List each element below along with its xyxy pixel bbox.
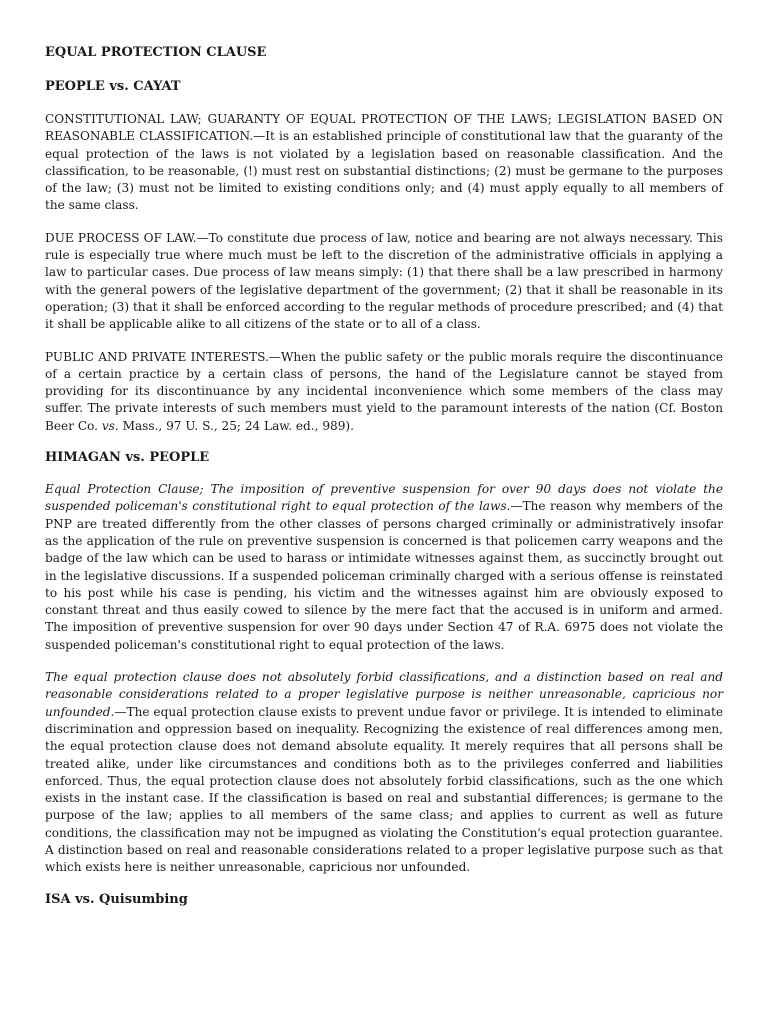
document-page (45, 44, 723, 909)
case-title-isa-vs-quisumbing: ISA vs. Quisumbing (45, 891, 188, 907)
paragraph-lead-italic: The equal protection clause does not absolutely forbid classifications, and a distinction based on real and reasonable considerations related to a proper legislative purpose is neither unreasonable, capricious nor unfounded. (45, 670, 723, 719)
paragraph-body: —When the public safety or the public morals require the discontinuance of a certain practice by a certain class of persons, the hand of the Legislature cannot be stayed from providing for its discontinuance by any incidental inconvenience which some members of the class may suffer. The private interests of such members must yield to the paramount interests of the nation (Cf. Boston Beer Co. (45, 349, 724, 433)
paragraph-equal-protection-classifications (45, 669, 723, 877)
paragraph-lead-italic: Equal Protection Clause; The imposition of preventive suspension for over 90 days does not violate the suspended policeman's constitutional right to equal protection of the laws. (45, 482, 723, 514)
case-title-people-vs-cayat: PEOPLE vs. CAYAT (45, 79, 181, 94)
paragraph-equal-protection-classification (45, 111, 723, 215)
paragraph-preventive-suspension (45, 481, 723, 654)
paragraph-due-process (45, 230, 723, 334)
paragraph-body: —The equal protection clause exists to prevent undue favor or privilege. It is intended to eliminate discrimination and oppression based on inequality. Recognizing the existence of real differences among men, the equal protection clause does not demand absolute equality. It merely requires that all persons shall be treated alike, under like circumstances and conditions both as to the privileges conferred and liabilities enforced. Thus, the equal protection clause does not absolutely forbid classifications, such as the one which exists in the instant case. If the classification is based on real and substantial differences; is germane to the purpose of the law; applies to all members of the same class; and applies to current as well as future conditions, the classification may not be impugned as violating the Constitution's equal protection guarantee. A distinction based on real and reasonable considerations related to a proper legislative purpose such as that which exists here is neither unreasonable, capricious nor unfounded. (45, 704, 723, 875)
paragraph-body-end: Mass., 97 U. S., 25; 24 Law. ed., 989). (118, 418, 354, 433)
citation-italic: vs. (101, 418, 119, 433)
paragraph-lead: PUBLIC AND PRIVATE INTERESTS. (45, 349, 269, 364)
paragraph-body: —The reason why members of the PNP are treated differently from the other classes of persons charged criminally or administratively insofar as the application of the rule on preventive suspension is concerned is that policemen carry weapons and the badge of the law which can be used to harass or intimidate witnesses against them, as succinctly brought out in the legislative discussions. If a suspended policeman criminally charged with a serious offense is reinstated to his post while his case is pending, his victim and the witnesses against him are obviously exposed to constant threat and thus easily cowed to silence by the mere fact that the accused is in uniform and armed. The imposition of preventive suspension for over 90 days under Section 47 of R.A. 6975 does not violate the suspended policeman's constitutional right to equal protection of the laws. (45, 499, 723, 652)
paragraph-body: —To constitute due process of law, notice and bearing are not always necessary. This rule is especially true where much must be left to the discretion of the administrative officials in applying a law to particular cases. Due process of law means simply: (1) that there shall be a law prescribed in harmony with the general powers of the legislative department of the government; (2) that it shall be reasonable in its operation; (3) that it shall be enforced according to the regular methods of procedure prescribed; and (4) that it shall be applicable alike to all citizens of the state or to all of a class. (45, 230, 723, 332)
paragraph-body: —It is an established principle of constitutional law that the guaranty of the equal protection of the laws is not violated by a legislation based on reasonable classification. And the classification, to be reasonable, (!) must rest on substantial distinctions; (2) must be germane to the purposes of the law; (3) must not be limited to existing conditions only; and (4) must apply equally to all members of the same class. (45, 129, 723, 213)
paragraph-lead: CONSTITUTIONAL LAW; GUARANTY OF EQUAL PROTECTION OF THE LAWS; LEGISLATION BASED ON REASONABLE CLASSIFICATION. (45, 112, 723, 144)
case-title-himagan-vs-people: HIMAGAN vs. PEOPLE (45, 450, 210, 466)
paragraph-lead: DUE PROCESS OF LAW. (45, 230, 197, 245)
document-title: EQUAL PROTECTION CLAUSE (45, 45, 267, 60)
paragraph-public-private-interests (45, 349, 723, 435)
